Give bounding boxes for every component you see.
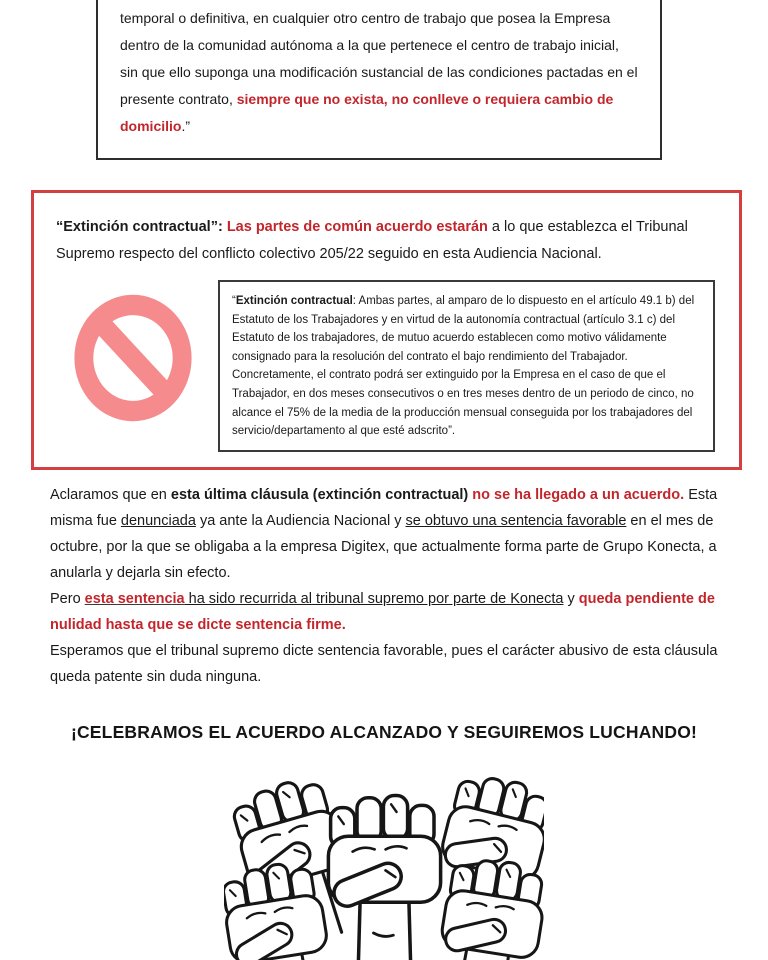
- celebration-headline: ¡CELEBRAMOS EL ACUERDO ALCANZADO Y SEGUIREMOS LUCHANDO!: [70, 722, 698, 742]
- text-segment-bold: esta última cláusula (extinción contractual): [170, 487, 473, 503]
- text-segment-underline: se obtuvo una sentencia favorable: [405, 513, 627, 529]
- text-segment: Pero: [50, 591, 85, 607]
- prohibition-icon: [70, 290, 196, 426]
- text-segment-red: Las partes de común acuerdo estarán: [226, 219, 488, 235]
- text-segment: : Ambas partes, al amparo de lo dispuesto en el artículo 49.1 b) del Estatuto de los Trabajadores y en virtud de la autonomía contractual (artículo 3.1 c) del Estatuto de los trabajadores, de mutuo acuerdo establecen como motivo válidamente consignado para la resolución del contrato el bajo rendimiento del Trabajador. Concretamente, el contrato podrá ser extinguido por la Empresa en el caso de que el Trabajador, en dos meses consecutivos o en tres meses dentro de un periodo de cinco, no alcance el 75% de la media de la producción mensual conseguida por los trabajadores del servicio/departamento al que esté adscrito”.: [232, 295, 695, 438]
- paragraph-pero: [50, 586, 726, 638]
- text-segment-bold: “Extinción contractual”:: [56, 219, 227, 235]
- text-segment-red: siempre que no exista, no conlleve o requiera cambio de domicilio: [120, 91, 614, 134]
- explanation-text: [50, 482, 726, 690]
- text-segment: “: [232, 295, 236, 307]
- text-segment-bold: Extinción contractual: [235, 295, 353, 307]
- text-segment-underline: ha sido recurrida al tribunal supremo por parte de Konecta: [184, 591, 564, 607]
- text-segment: Esperamos que el tribunal supremo dicte sentencia favorable, pues el carácter abusivo de esta cláusula queda patente sin duda ninguna.: [50, 643, 718, 685]
- prior-clause-text: [120, 5, 640, 140]
- contract-quote-box: [218, 280, 715, 452]
- text-segment-red: queda pendiente de nulidad hasta que se dicte sentencia firme.: [50, 591, 715, 633]
- text-segment: y: [563, 591, 579, 607]
- text-segment: ya ante la Audiencia Nacional y: [195, 513, 406, 529]
- text-segment: .”: [181, 118, 191, 134]
- text-segment: Aclaramos que en: [50, 487, 171, 503]
- raised-fists-illustration: [224, 772, 544, 960]
- contract-quote-text: [232, 292, 701, 441]
- text-segment-red-underline: esta sentencia: [84, 591, 185, 607]
- text-segment: Esta misma fue: [50, 487, 718, 529]
- agreement-row: [56, 280, 715, 452]
- text-segment: temporal o definitiva, en cualquier otro centro de trabajo que posea la Empresa dentro de la comunidad autónoma a la que pertenece el centro de trabajo inicial, sin que ello suponga una modificación sustancial de las condiciones pactadas en el presente contrato,: [120, 10, 638, 107]
- text-segment-red: no se ha llegado a un acuerdo.: [472, 487, 685, 503]
- prior-clause-box: [96, 0, 662, 160]
- paragraph-esperamos: [50, 638, 726, 690]
- text-segment: en el mes de octubre, por la que se obligaba a la empresa Digitex, que actualmente forma parte de Grupo Konecta, a anularla y dejarla sin efecto.: [50, 513, 717, 581]
- paragraph-aclaramos: [50, 482, 726, 586]
- text-segment: a lo que establezca el Tribunal Supremo respecto del conflicto colectivo 205/22 seguido en esta Audiencia Nacional.: [56, 219, 688, 262]
- extincion-contractual-box: [31, 190, 742, 470]
- text-segment-underline: denunciada: [120, 513, 196, 529]
- extincion-intro-text: [56, 214, 715, 268]
